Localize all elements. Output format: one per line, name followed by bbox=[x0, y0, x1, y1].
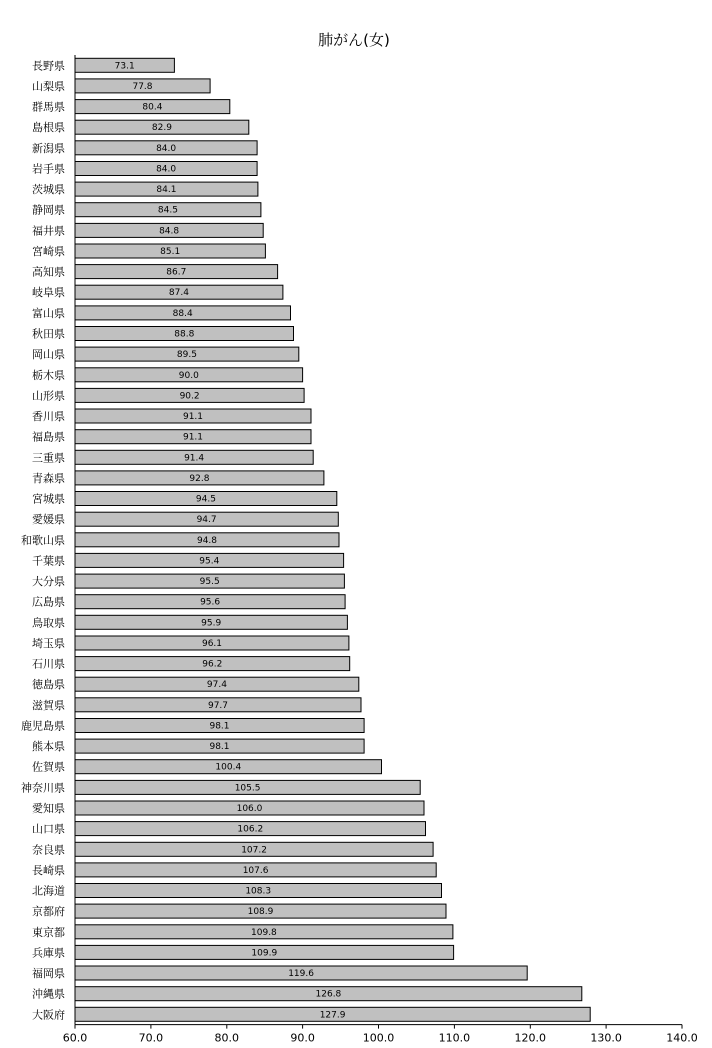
category-label-0: 長野県 bbox=[32, 59, 65, 73]
value-label-37: 106.2 bbox=[237, 824, 264, 835]
value-label-41: 108.9 bbox=[247, 907, 274, 918]
x-tick-label-6: 120.0 bbox=[514, 1031, 547, 1045]
x-tick-label-2: 80.0 bbox=[214, 1031, 240, 1045]
category-label-32: 鹿児島県 bbox=[21, 719, 65, 733]
value-label-8: 84.8 bbox=[159, 226, 180, 237]
value-label-36: 106.0 bbox=[236, 804, 263, 814]
value-label-11: 87.4 bbox=[168, 288, 189, 299]
category-label-20: 青森県 bbox=[32, 471, 65, 485]
category-label-22: 愛媛県 bbox=[32, 513, 65, 527]
category-label-31: 滋賀県 bbox=[32, 698, 65, 712]
category-label-39: 長崎県 bbox=[32, 863, 65, 877]
category-label-1: 山梨県 bbox=[32, 79, 65, 93]
x-tick-label-4: 100.0 bbox=[362, 1031, 395, 1045]
bars-group bbox=[21, 58, 590, 1021]
x-tick-label-8: 140.0 bbox=[666, 1031, 698, 1045]
value-label-6: 84.1 bbox=[156, 185, 177, 196]
category-label-25: 大分県 bbox=[32, 575, 65, 589]
category-label-36: 愛知県 bbox=[32, 802, 65, 815]
value-label-42: 109.8 bbox=[251, 927, 277, 938]
category-label-9: 宮崎県 bbox=[32, 245, 65, 258]
category-label-41: 京都府 bbox=[32, 905, 65, 919]
category-label-30: 徳島県 bbox=[32, 678, 65, 692]
value-label-38: 107.2 bbox=[241, 845, 267, 856]
value-label-29: 96.2 bbox=[202, 659, 223, 670]
value-label-0: 73.1 bbox=[114, 61, 135, 72]
value-label-19: 91.4 bbox=[184, 453, 205, 464]
value-label-44: 119.6 bbox=[288, 969, 314, 979]
category-label-40: 北海道 bbox=[32, 884, 65, 898]
category-label-12: 富山県 bbox=[32, 306, 65, 320]
value-label-22: 94.7 bbox=[196, 515, 217, 526]
value-label-20: 92.8 bbox=[189, 473, 210, 484]
category-label-42: 東京都 bbox=[32, 925, 65, 939]
value-label-24: 95.4 bbox=[199, 556, 220, 567]
value-label-3: 82.9 bbox=[151, 123, 172, 134]
category-label-45: 沖縄県 bbox=[32, 987, 65, 1001]
value-label-26: 95.6 bbox=[200, 597, 221, 608]
category-label-35: 神奈川県 bbox=[21, 781, 65, 795]
value-label-43: 109.9 bbox=[251, 948, 278, 959]
value-label-2: 80.4 bbox=[142, 102, 163, 113]
value-label-34: 100.4 bbox=[215, 762, 242, 773]
category-label-17: 香川県 bbox=[32, 410, 65, 423]
x-tick-label-1: 70.0 bbox=[138, 1031, 164, 1045]
x-tick-label-3: 90.0 bbox=[290, 1031, 315, 1045]
category-label-13: 秋田県 bbox=[32, 327, 65, 341]
category-label-10: 高知県 bbox=[32, 265, 65, 279]
value-label-7: 84.5 bbox=[157, 205, 178, 216]
value-label-15: 90.0 bbox=[178, 370, 199, 381]
value-label-14: 89.5 bbox=[176, 350, 197, 361]
category-label-11: 岐阜県 bbox=[32, 286, 65, 300]
value-label-32: 98.1 bbox=[209, 721, 230, 732]
category-label-2: 群馬県 bbox=[32, 100, 65, 114]
category-label-18: 福島県 bbox=[32, 430, 65, 444]
value-label-21: 94.5 bbox=[195, 494, 216, 505]
category-label-24: 千葉県 bbox=[32, 554, 65, 568]
value-label-27: 95.9 bbox=[201, 618, 222, 629]
value-label-13: 88.8 bbox=[174, 329, 195, 340]
category-label-19: 三重県 bbox=[32, 451, 65, 465]
value-label-31: 97.7 bbox=[207, 700, 229, 711]
category-label-23: 和歌山県 bbox=[21, 533, 65, 547]
category-label-33: 熊本県 bbox=[32, 740, 65, 754]
category-label-34: 佐賀県 bbox=[32, 760, 65, 774]
value-label-28: 96.1 bbox=[201, 639, 223, 649]
category-label-8: 福井県 bbox=[32, 224, 65, 238]
value-label-9: 85.1 bbox=[160, 247, 181, 257]
category-label-5: 岩手県 bbox=[32, 162, 65, 176]
category-label-16: 山形県 bbox=[32, 389, 65, 403]
category-label-44: 福岡県 bbox=[32, 967, 65, 980]
value-label-40: 108.3 bbox=[245, 886, 272, 897]
category-label-38: 奈良県 bbox=[32, 843, 65, 857]
x-tick-label-0: 60.0 bbox=[62, 1031, 88, 1045]
value-label-4: 84.0 bbox=[156, 143, 177, 154]
value-label-25: 95.5 bbox=[199, 577, 220, 588]
category-label-37: 山口県 bbox=[32, 822, 65, 836]
value-label-33: 98.1 bbox=[209, 742, 230, 753]
value-label-23: 94.8 bbox=[196, 535, 218, 546]
value-label-17: 91.1 bbox=[182, 412, 204, 422]
chart-title: 肺がん(女) bbox=[318, 31, 390, 49]
value-label-39: 107.6 bbox=[242, 865, 269, 876]
category-label-26: 広島県 bbox=[32, 595, 65, 609]
value-label-1: 77.8 bbox=[132, 81, 153, 92]
value-label-30: 97.4 bbox=[206, 680, 227, 691]
x-tick-label-5: 110.0 bbox=[438, 1031, 471, 1045]
category-label-14: 岡山県 bbox=[32, 348, 65, 362]
x-tick-label-7: 130.0 bbox=[590, 1031, 622, 1045]
value-label-10: 86.7 bbox=[166, 267, 187, 278]
category-label-3: 島根県 bbox=[32, 121, 65, 135]
category-label-7: 静岡県 bbox=[32, 203, 65, 217]
value-label-46: 127.9 bbox=[319, 1010, 346, 1021]
category-label-43: 兵庫県 bbox=[32, 946, 65, 960]
value-label-18: 91.1 bbox=[182, 432, 204, 443]
value-label-16: 90.2 bbox=[179, 391, 200, 402]
category-label-29: 石川県 bbox=[32, 657, 65, 671]
value-label-45: 126.8 bbox=[315, 989, 342, 1000]
category-label-46: 大阪府 bbox=[32, 1008, 65, 1022]
value-label-5: 84.0 bbox=[156, 164, 177, 175]
value-label-12: 88.4 bbox=[172, 308, 193, 319]
category-label-28: 埼玉県 bbox=[32, 637, 65, 650]
category-label-21: 宮城県 bbox=[32, 492, 65, 506]
category-label-6: 茨城県 bbox=[32, 183, 65, 197]
category-label-27: 鳥取県 bbox=[32, 616, 65, 630]
value-label-35: 105.5 bbox=[234, 783, 261, 794]
category-label-4: 新潟県 bbox=[32, 141, 65, 155]
category-label-15: 栃木県 bbox=[32, 368, 65, 382]
